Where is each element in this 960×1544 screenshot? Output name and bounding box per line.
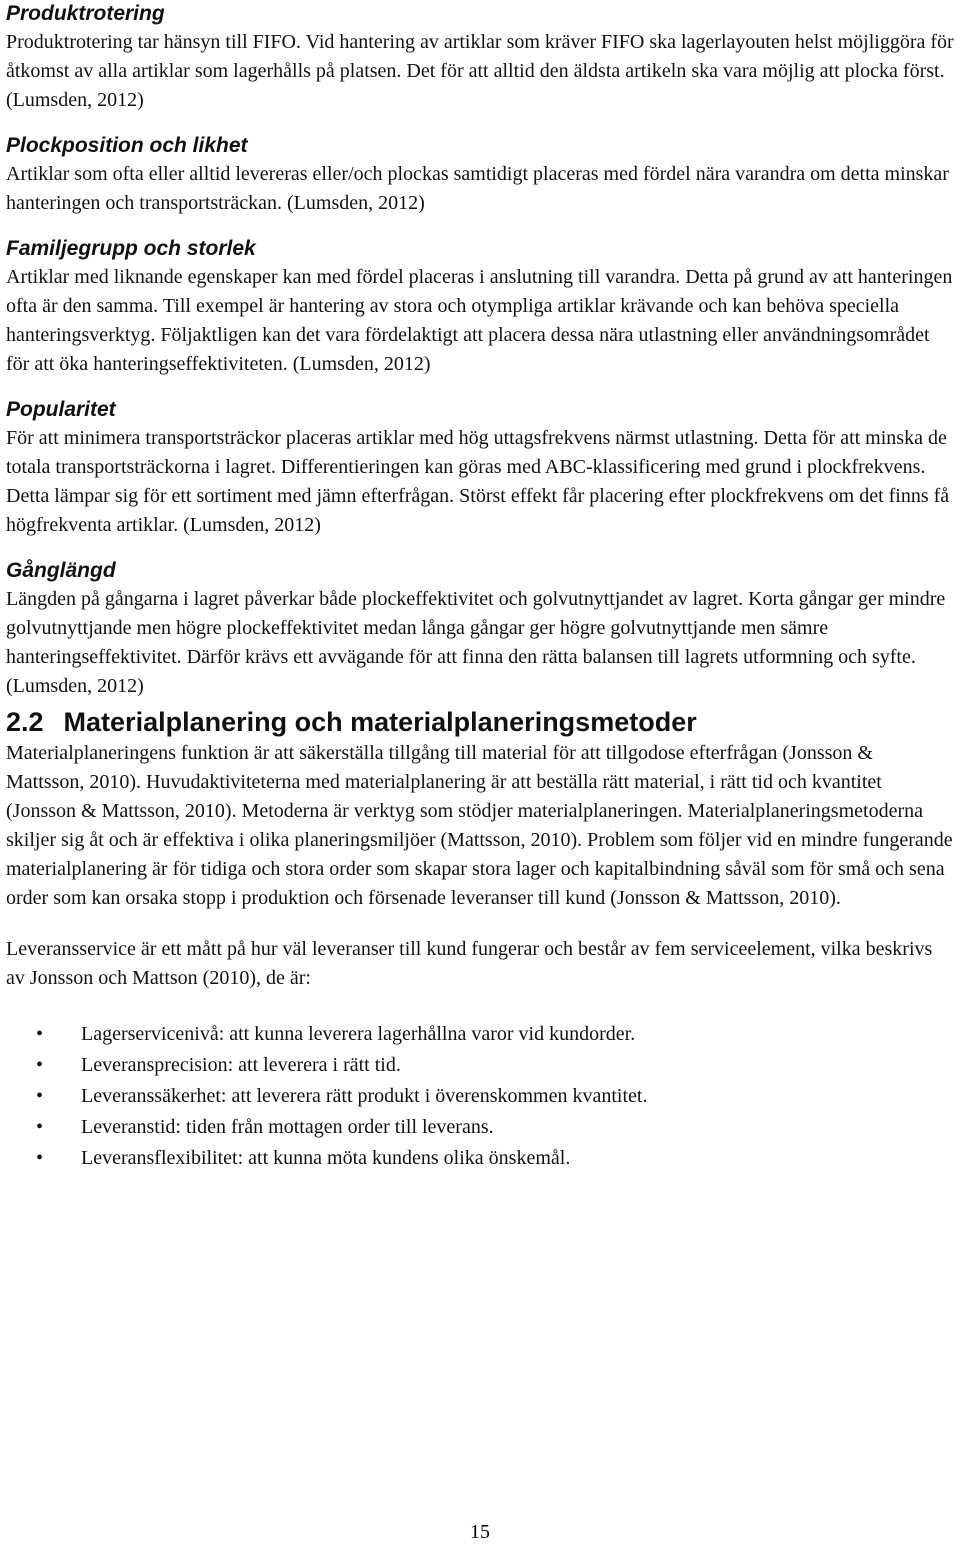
list-item: • Leveranssäkerhet: att leverera rätt produkt i överenskommen kvantitet. [6,1081,956,1112]
section-heading-produktrotering: Produktrotering [6,2,165,25]
list-item: • Leveransflexibilitet: att kunna möta kundens olika önskemål. [6,1143,956,1174]
section-body-familjegrupp: Artiklar med liknande egenskaper kan med fördel placeras i anslutning till varandra. Detta på grund av att hanteringen ofta är den samma. Till exempel är hantering av stora och otympliga artiklar krävande och kan behöva speciella hanteringsverktyg. Följaktligen kan det vara fördelaktigt att placera dessa nära utlastning eller användningsområdet för att öka hanteringseffektiviteten. (Lumsden, 2012) [6,266,953,375]
bullet-icon: • [36,1085,44,1107]
section-body-popularitet: För att minimera transportsträckor placeras artiklar med hög uttagsfrekvens närmst utlastning. Detta för att minska de totala transportsträckorna i lagret. Differentieringen kan göras med ABC-klassificering med grund i plockfrekvens. Detta lämpar sig för ett sortiment med jämn efterfrågan. Störst effekt får placering efter plockfrekvens om det finns få högfrekventa artiklar. (Lumsden, 2012) [6,427,950,536]
chapter-paragraph-1: Materialplaneringens funktion är att säkerställa tillgång till material för att tillgodose efterfrågan (Jonsson & Mattsson, 2010). Huvudaktiviteterna med materialplanering är att beställa rätt material, i rätt tid och kvantitet (Jonsson & Mattsson, 2010). Metoderna är verktyg som stödjer materialplaneringen. Materialplaneringsmetoderna skiljer sig åt och är effektiva i olika planeringsmiljöer (Mattsson, 2010). Problem som följer vid en mindre fungerande materialplanering är för tidiga och stora order som skapar stora lager och kapitalbindning såväl som för små och sena order som kan orsaka stopp i produktion och försenade leveranser till kund (Jonsson & Mattsson, 2010). [6,742,953,909]
chapter-number: 2.2 [6,707,44,737]
list-item: • Leveransprecision: att leverera i rätt tid. [6,1050,956,1081]
section-body-plockposition: Artiklar som ofta eller alltid levereras eller/och plockas samtidigt placeras med fördel nära varandra om detta minskar hanteringen och transportsträckan. (Lumsden, 2012) [6,163,949,214]
chapter-title: Materialplanering och materialplaneringsmetoder [63,707,697,737]
section-heading-popularitet: Popularitet [6,398,116,421]
chapter-heading [6,701,956,739]
list-item: • Leveranstid: tiden från mottagen order till leverans. [6,1112,956,1143]
service-element-list [6,1019,956,1174]
section-heading-ganglangd: Gånglängd [6,559,116,582]
bullet-icon: • [36,1054,44,1076]
document-page [6,0,956,1174]
section-heading-plockposition: Plockposition och likhet [6,134,248,157]
bullet-icon: • [36,1147,44,1169]
section-body-produktrotering: Produktrotering tar hänsyn till FIFO. Vid hantering av artiklar som kräver FIFO ska lagerlayouten helst möjliggöra för åtkomst av alla artiklar som lagerhålls på platsen. Det för att alltid den äldsta artikeln ska vara möjlig att plocka först. (Lumsden, 2012) [6,31,954,111]
page-number: 15 [470,1521,490,1543]
bullet-icon: • [36,1116,44,1138]
list-item: • Lagerservicenivå: att kunna leverera lagerhållna varor vid kundorder. [6,1019,956,1050]
chapter-paragraph-2: Leveransservice är ett mått på hur väl leveranser till kund fungerar och består av fem serviceelement, vilka beskrivs av Jonsson och Mattson (2010), de är: [6,938,933,989]
section-body-ganglangd: Längden på gångarna i lagret påverkar både plockeffektivitet och golvutnyttjandet av lagret. Korta gångar ger mindre golvutnyttjande men högre plockeffektivitet medan långa gångar ger högre golvutnyttjande men sämre hanteringseffektivitet. Därför krävs ett avvägande för att finna den rätta balansen till lagrets utformning och syfte. (Lumsden, 2012) [6,588,946,697]
bullet-icon: • [36,1023,44,1045]
section-heading-familjegrupp: Familjegrupp och storlek [6,237,256,260]
